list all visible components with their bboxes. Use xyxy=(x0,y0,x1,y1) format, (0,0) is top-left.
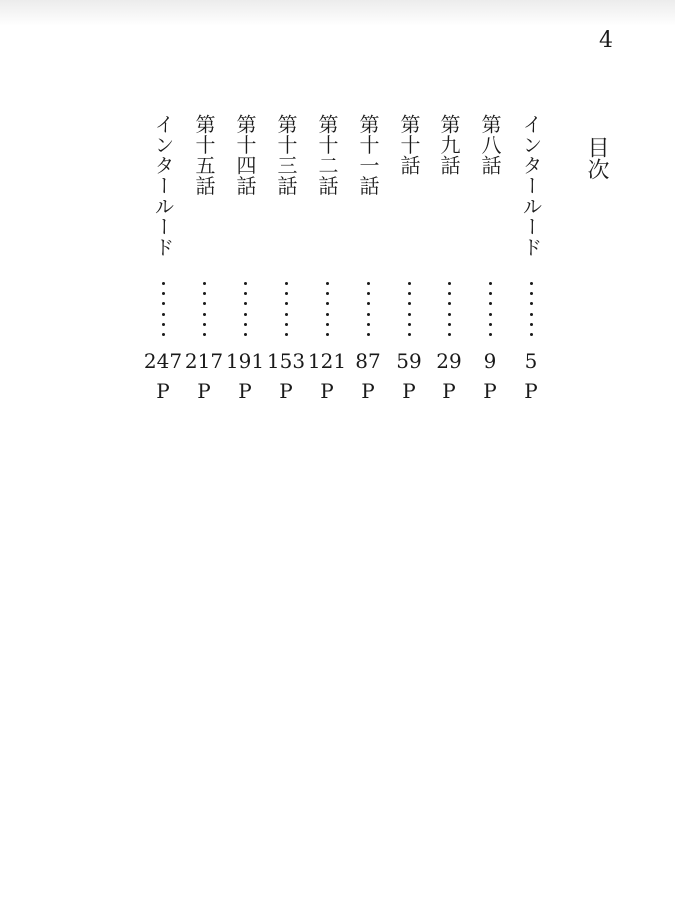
leader-dot xyxy=(203,282,206,285)
toc-entry-page xyxy=(221,346,269,406)
toc-entry-page xyxy=(180,346,228,406)
top-edge-shadow xyxy=(0,0,675,26)
toc-entry-page-number: 217 xyxy=(184,349,224,373)
leader-dot xyxy=(244,302,247,305)
leader-dot xyxy=(203,292,206,295)
toc-entry-page-unit: P xyxy=(279,379,293,403)
leader-dot xyxy=(326,302,329,305)
toc-entry-page-number: 153 xyxy=(266,349,306,373)
leader-dot xyxy=(408,282,411,285)
leader-dot xyxy=(489,282,492,285)
toc-entry-title: インタールード xyxy=(151,114,175,258)
leader-dot xyxy=(326,323,329,326)
leader-dot xyxy=(162,313,165,316)
leader-dot xyxy=(408,313,411,316)
leader-dot xyxy=(244,323,247,326)
toc-entry-page-number: 87 xyxy=(355,349,381,373)
leader-dot xyxy=(367,292,370,295)
leader-dot xyxy=(367,302,370,305)
toc-entry-page-unit: P xyxy=(156,379,170,403)
toc-entry-title: 第十二話 xyxy=(315,114,339,196)
toc-entry-title: 第十話 xyxy=(397,114,421,176)
leader-dot xyxy=(162,333,165,336)
toc-entry[interactable] xyxy=(309,114,345,404)
leader-dot xyxy=(448,313,451,316)
toc-entry-page xyxy=(303,346,351,406)
leader-dot xyxy=(162,323,165,326)
toc-entry[interactable] xyxy=(391,114,427,404)
toc-entry-page xyxy=(385,346,433,406)
leader-dot xyxy=(530,333,533,336)
toc-entry[interactable] xyxy=(513,114,549,404)
leader-dot xyxy=(244,292,247,295)
leader-dot xyxy=(162,292,165,295)
leader-dot xyxy=(162,282,165,285)
toc-entry-page-unit: P xyxy=(402,379,416,403)
toc-entry-page-unit: P xyxy=(320,379,334,403)
toc-entry-page xyxy=(344,346,392,406)
leader-dot xyxy=(244,313,247,316)
leader-dot xyxy=(489,333,492,336)
toc-entry-page-unit: P xyxy=(483,379,497,403)
leader-dot xyxy=(530,313,533,316)
toc-entry-leader-dots xyxy=(186,282,222,336)
leader-dot xyxy=(448,333,451,336)
toc-entry-title: 第十三話 xyxy=(274,114,298,196)
toc-entry-page-unit: P xyxy=(197,379,211,403)
leader-dot xyxy=(285,323,288,326)
toc-entry-page xyxy=(262,346,310,406)
leader-dot xyxy=(244,282,247,285)
toc-entry-page xyxy=(466,346,514,406)
leader-dot xyxy=(203,302,206,305)
leader-dot xyxy=(408,323,411,326)
leader-dot xyxy=(408,292,411,295)
toc-entry-page-number: 121 xyxy=(307,349,347,373)
toc-entry-leader-dots xyxy=(350,282,386,336)
leader-dot xyxy=(326,313,329,316)
leader-dot xyxy=(367,313,370,316)
leader-dot xyxy=(489,313,492,316)
toc-entry-leader-dots xyxy=(472,282,508,336)
leader-dot xyxy=(489,302,492,305)
toc-entry-title: 第十四話 xyxy=(233,114,257,196)
toc-entry-page-number: 9 xyxy=(483,349,497,373)
leader-dot xyxy=(162,302,165,305)
leader-dot xyxy=(367,282,370,285)
toc-title: 目次 xyxy=(584,136,609,180)
toc-entry-page-unit: P xyxy=(361,379,375,403)
toc-entry[interactable] xyxy=(186,114,222,404)
leader-dot xyxy=(285,313,288,316)
leader-dot xyxy=(203,313,206,316)
leader-dot xyxy=(326,282,329,285)
leader-dot xyxy=(448,292,451,295)
toc-entry-leader-dots xyxy=(513,282,549,336)
leader-dot xyxy=(448,302,451,305)
toc-entry[interactable] xyxy=(350,114,386,404)
leader-dot xyxy=(285,282,288,285)
leader-dot xyxy=(367,333,370,336)
leader-dot xyxy=(530,292,533,295)
toc-entry-leader-dots xyxy=(309,282,345,336)
leader-dot xyxy=(244,333,247,336)
leader-dot xyxy=(489,323,492,326)
leader-dot xyxy=(408,333,411,336)
leader-dot xyxy=(285,333,288,336)
toc-entry-page-unit: P xyxy=(442,379,456,403)
toc-entry[interactable] xyxy=(431,114,467,404)
toc-entry-leader-dots xyxy=(268,282,304,336)
toc-entry-leader-dots xyxy=(431,282,467,336)
toc-entry-title: 第九話 xyxy=(437,114,461,176)
toc-entry[interactable] xyxy=(145,114,181,404)
toc-entry-page-number: 247 xyxy=(143,349,183,373)
leader-dot xyxy=(367,323,370,326)
toc-entry-page xyxy=(507,346,555,406)
leader-dot xyxy=(448,282,451,285)
leader-dot xyxy=(489,292,492,295)
toc-entry[interactable] xyxy=(472,114,508,404)
toc-entry-page-unit: P xyxy=(524,379,538,403)
page-number: 4 xyxy=(599,28,613,53)
toc-entry-page-number: 5 xyxy=(524,349,538,373)
leader-dot xyxy=(326,333,329,336)
toc-entry-title: 第八話 xyxy=(478,114,502,176)
leader-dot xyxy=(530,323,533,326)
leader-dot xyxy=(530,282,533,285)
toc-entry-title: インタールード xyxy=(519,114,543,258)
toc-entry-title: 第十五話 xyxy=(192,114,216,196)
toc-entry-leader-dots xyxy=(227,282,263,336)
leader-dot xyxy=(285,302,288,305)
leader-dot xyxy=(408,302,411,305)
leader-dot xyxy=(203,333,206,336)
toc-entry-page-unit: P xyxy=(238,379,252,403)
leader-dot xyxy=(530,302,533,305)
toc-entry-page-number: 29 xyxy=(436,349,462,373)
toc-entry-page xyxy=(139,346,187,406)
leader-dot xyxy=(326,292,329,295)
toc-entry-page-number: 59 xyxy=(396,349,422,373)
toc-entry[interactable] xyxy=(268,114,304,404)
toc-entry-page-number: 191 xyxy=(225,349,265,373)
leader-dot xyxy=(203,323,206,326)
leader-dot xyxy=(448,323,451,326)
toc-entry-title: 第十一話 xyxy=(356,114,380,196)
leader-dot xyxy=(285,292,288,295)
toc-entry[interactable] xyxy=(227,114,263,404)
toc-entry-leader-dots xyxy=(391,282,427,336)
toc-entry-leader-dots xyxy=(145,282,181,336)
